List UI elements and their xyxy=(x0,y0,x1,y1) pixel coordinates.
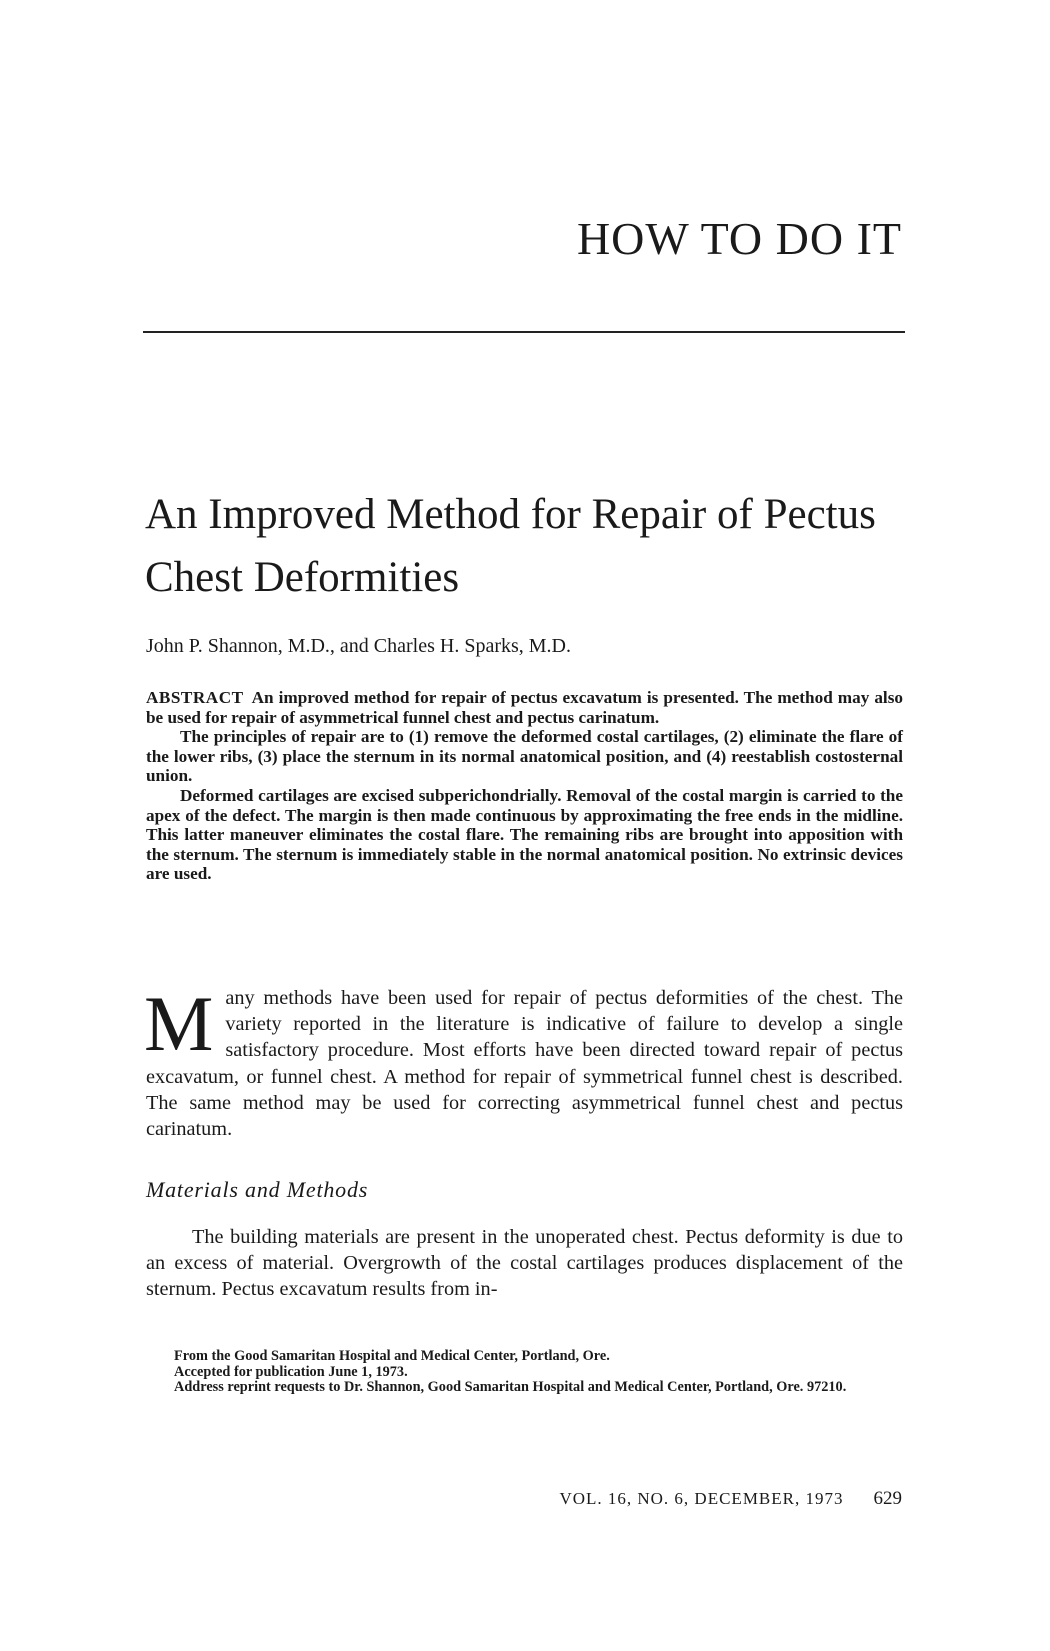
abstract-paragraph: The principles of repair are to (1) remove the deformed costal cartilages, (2) eliminate the flare of the lower ribs, (3) place the sternum in its normal anatomical position, and (4) reestablish costosternal union. xyxy=(146,727,903,786)
section-header: HOW TO DO IT xyxy=(576,213,902,264)
abstract xyxy=(146,688,903,884)
footnote-address: Address reprint requests to Dr. Shannon, Good Samaritan Hospital and Medical Center, Portland, Ore. 97210. xyxy=(174,1379,847,1395)
running-footer xyxy=(559,1488,902,1510)
section-heading-materials-methods: Materials and Methods xyxy=(146,1177,369,1202)
intro-paragraph xyxy=(144,980,903,1142)
footnote-accepted: Accepted for publication June 1, 1973. xyxy=(174,1363,408,1380)
abstract-paragraph: Deformed cartilages are excised subperichondrially. Removal of the costal margin is carried to the apex of the defect. The margin is then made continuous by approximating the free ends in the midline. This latter maneuver eliminates the costal flare. The remaining ribs are brought into apposition with the sternum. The sternum is immediately stable in the normal anatomical position. No extrinsic devices are used. xyxy=(146,785,903,884)
page-number: 629 xyxy=(873,1488,902,1509)
footnotes xyxy=(146,1349,903,1396)
abstract-text: An improved method for repair of pectus excavatum is presented. The method may also be used for repair of asymmetrical funnel chest and pectus carinatum. xyxy=(146,688,903,727)
methods-paragraph: The building materials are present in the unoperated chest. Pectus deformity is due to an excess of material. Overgrowth of the costal cartilages produces displacement of the sternum. Pectus excavatum results from in- xyxy=(146,1226,903,1301)
author-line: John P. Shannon, M.D., and Charles H. Sparks, M.D. xyxy=(146,635,571,657)
journal-reference: VOL. 16, NO. 6, DECEMBER, 1973 xyxy=(559,1489,844,1508)
abstract-paragraph xyxy=(146,688,903,727)
intro-text: any methods have been used for repair of pectus deformities of the chest. The variety reported in the literature is indicative of failure to develop a single satisfactory procedure. Most efforts have been directed toward repair of pectus excavatum, or funnel chest. A method for repair of symmetrical funnel chest is described. The same method may be used for correcting asymmetrical funnel chest and pectus carinatum. xyxy=(146,987,903,1141)
footnote-affiliation: From the Good Samaritan Hospital and Medical Center, Portland, Ore. xyxy=(174,1348,610,1364)
drop-cap: M xyxy=(144,980,214,1067)
header-rule xyxy=(143,331,905,333)
article-title: An Improved Method for Repair of Pectus Chest Deformities xyxy=(145,491,876,601)
abstract-label: ABSTRACT xyxy=(146,688,244,707)
